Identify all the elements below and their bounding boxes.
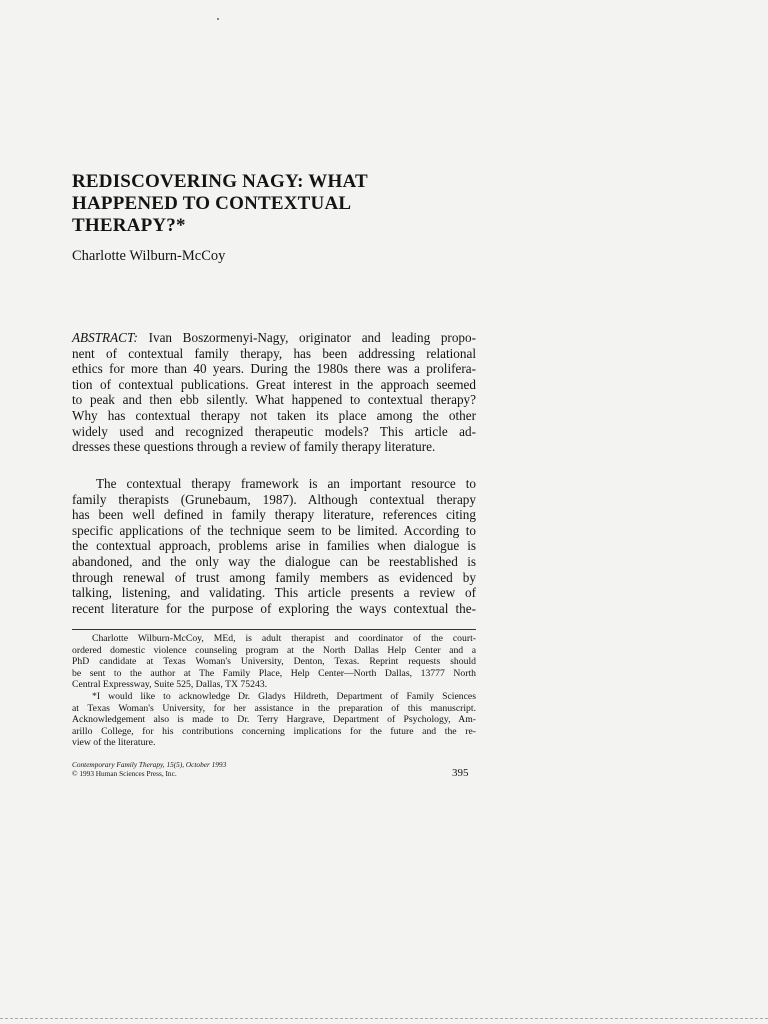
scan-speck <box>217 18 219 20</box>
article-author: Charlotte Wilburn-McCoy <box>72 248 226 264</box>
abstract-line: tion of contextual publications. Great interest in the approach seemed <box>72 376 476 392</box>
abstract-line: widely used and recognized therapeutic models? This article ad- <box>72 423 476 439</box>
abstract-label: ABSTRACT: <box>72 330 138 345</box>
footnote-ack-line: view of the literature. <box>72 737 156 749</box>
footnote-author-line: Charlotte Wilburn-McCoy, MEd, is adult therapist and coordinator of the court- <box>92 633 476 644</box>
body-line: has been well defined in family therapy literature, references citing <box>72 507 476 523</box>
body-line: specific applications of the technique seem to be limited. According to <box>72 522 476 538</box>
body-paragraph <box>72 476 476 616</box>
footnote-author-line: ordered domestic violence counseling program at the North Dallas Help Center and a <box>72 644 476 656</box>
footnote-author-line: Central Expressway, Suite 525, Dallas, TX 75243. <box>72 679 268 691</box>
title-line: REDISCOVERING NAGY: WHAT <box>72 171 368 192</box>
footnotes <box>72 633 476 749</box>
abstract-line: Why has contextual therapy not taken its place among the other <box>72 407 476 423</box>
title-line: HAPPENED TO CONTEXTUAL <box>72 193 352 214</box>
body-line: through renewal of trust among family members as evidenced by <box>72 569 476 585</box>
footnote-ack-line: *I would like to acknowledge Dr. Gladys Hildreth, Department of Family Sciences <box>92 690 476 702</box>
footnote-ack-line: arillo College, for his contributions concerning implications for the future and the re- <box>72 725 476 737</box>
body-line: recent literature for the purpose of exploring the ways contextual the- <box>72 600 476 616</box>
copyright-notice: © 1993 Human Sciences Press, Inc. <box>72 769 177 778</box>
body-line: The contextual therapy framework is an important resource to <box>96 476 476 491</box>
article-title <box>72 171 492 237</box>
page-number: 395 <box>452 767 469 779</box>
scan-edge <box>0 1018 768 1019</box>
journal-citation: Contemporary Family Therapy, 15(5), October 1993 <box>72 760 227 769</box>
abstract-line: to peak and then ebb silently. What happened to contextual therapy? <box>72 392 476 408</box>
abstract-line: nent of contextual family therapy, has been addressing relational <box>72 345 476 361</box>
footnote-ack-line: at Texas Woman's University, for her assistance in the preparation of this manuscript. <box>72 702 476 714</box>
footnote-author-line: be sent to the author at The Family Place, Help Center—North Dallas, 13777 North <box>72 667 476 679</box>
abstract-text: Ivan Boszormenyi-Nagy, originator and leading propo- <box>137 330 476 345</box>
footnote-ack-line: Acknowledgement also is made to Dr. Terry Hargrave, Department of Psychology, Am- <box>72 714 476 726</box>
body-line: the contextual approach, problems arise in families when dialogue is <box>72 538 476 554</box>
body-line: family therapists (Grunebaum, 1987). Although contextual therapy <box>72 491 476 507</box>
footnote-author-line: PhD candidate at Texas Woman's University, Denton, Texas. Reprint requests should <box>72 656 476 668</box>
abstract <box>72 330 476 455</box>
body-line: abandoned, and the only way the dialogue can be reestablished is <box>72 553 476 569</box>
abstract-line: dresses these questions through a review of family therapy literature. <box>72 439 436 455</box>
footnote-divider <box>72 629 476 630</box>
abstract-line <box>72 330 476 346</box>
abstract-line: ethics for more than 40 years. During the 1980s there was a prolifera- <box>72 361 476 377</box>
title-line: THERAPY?* <box>72 215 186 236</box>
body-line: talking, listening, and validating. This article presents a review of <box>72 585 476 601</box>
